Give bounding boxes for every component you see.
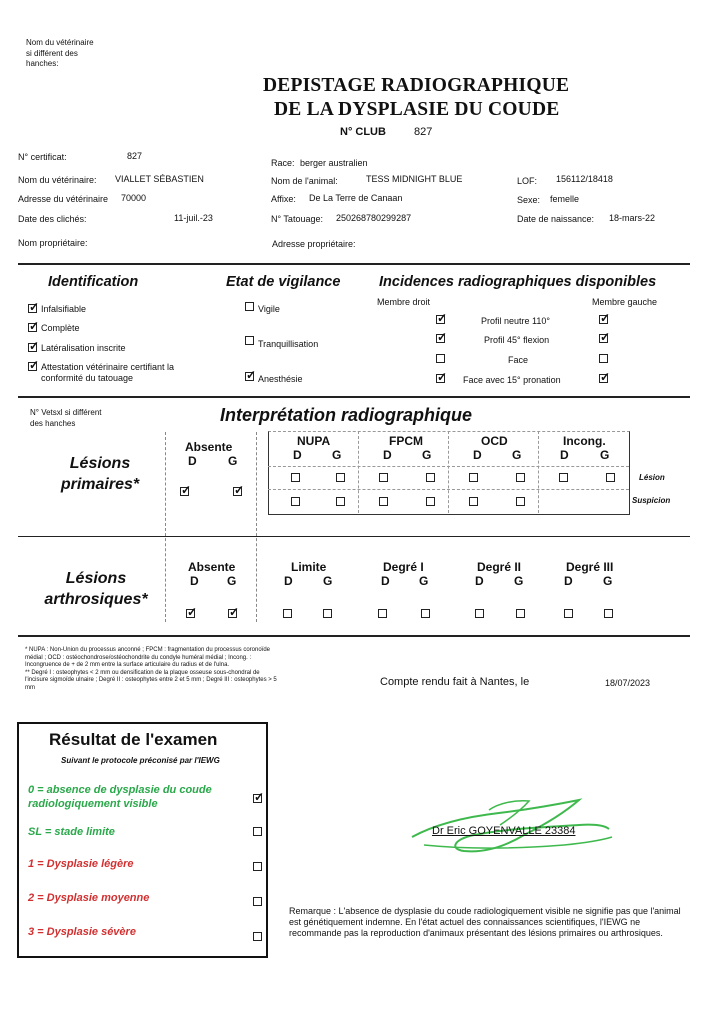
fpcm-g-suspicion-checkbox[interactable] bbox=[426, 497, 435, 506]
incidence-right-checkbox-3[interactable] bbox=[599, 354, 608, 363]
page-title-line1: DEPISTAGE RADIOGRAPHIQUE bbox=[263, 75, 570, 96]
arthro-g: G bbox=[227, 574, 237, 588]
resultat-option-0: 0 = absence de dysplasie du coude radiologiquement visible bbox=[28, 784, 212, 810]
primary-absente-d: D bbox=[188, 454, 197, 468]
date-cliches-label: Date des clichés: bbox=[18, 214, 87, 224]
resultat-checkbox-3[interactable] bbox=[253, 932, 262, 941]
fpcm-d-suspicion-checkbox[interactable] bbox=[379, 497, 388, 506]
race-value: berger australien bbox=[300, 158, 368, 168]
club-value: 827 bbox=[414, 126, 433, 138]
incidences-title: Incidences radiographiques disponibles bbox=[379, 274, 657, 290]
identification-checkbox-4[interactable] bbox=[28, 362, 37, 371]
primary-d: D bbox=[293, 448, 302, 462]
animal-value: TESS MIDNIGHT BLUE bbox=[366, 174, 463, 184]
nupa-d-lesion-checkbox[interactable] bbox=[291, 473, 300, 482]
arthro-degre2-g-checkbox[interactable] bbox=[516, 609, 525, 618]
identification-checkbox-3[interactable] bbox=[28, 343, 37, 352]
primary-col-fpcm: FPCM bbox=[389, 434, 423, 448]
vigilance-title: Etat de vigilance bbox=[226, 274, 341, 290]
arthro-limite-g-checkbox[interactable] bbox=[323, 609, 332, 618]
page-title-line2: DE LA DYSPLASIE DU COUDE bbox=[274, 99, 560, 120]
remarque: Remarque : L'absence de dysplasie du coude radiologiquement visible ne signifie pas que l'animal est génétiquement indemne. En l'état actuel des connaissances scientifiques, l'IEWG ne recommande pas la reproduction d'animaux présentant des lésions primaires ou arthrosiques. bbox=[289, 906, 681, 938]
arthro-d: D bbox=[475, 574, 484, 588]
date-cliches-value: 11-juil.-23 bbox=[174, 213, 213, 223]
absente-dashed-frame bbox=[165, 432, 257, 622]
resultat-option-sl: SL = stade limite bbox=[28, 826, 115, 838]
arthro-g: G bbox=[514, 574, 524, 588]
incidence-left-checkbox-2[interactable] bbox=[436, 334, 445, 343]
sexe-value: femelle bbox=[550, 194, 580, 204]
resultat-title: Résultat de l'examen bbox=[49, 730, 218, 749]
compte-rendu-text: Compte rendu fait à Nantes, le bbox=[380, 676, 530, 688]
incong-g-lesion-checkbox[interactable] bbox=[606, 473, 615, 482]
lesion-row-label: Lésion bbox=[639, 473, 665, 482]
arthro-g: G bbox=[603, 574, 613, 588]
identification-label-2: Complète bbox=[41, 323, 80, 333]
identification-label-1: Infalsifiable bbox=[41, 304, 87, 314]
vigilance-checkbox-tranquillisation[interactable] bbox=[245, 336, 254, 345]
resultat-checkbox-0[interactable] bbox=[253, 794, 262, 803]
naissance-value: 18-mars-22 bbox=[609, 213, 656, 223]
vigilance-checkbox-vigile[interactable] bbox=[245, 302, 254, 311]
primary-g: G bbox=[512, 448, 522, 462]
resultat-checkbox-sl[interactable] bbox=[253, 827, 262, 836]
incidence-right-checkbox-2[interactable] bbox=[599, 334, 608, 343]
incidence-label-4: Face avec 15° pronation bbox=[463, 375, 561, 385]
animal-label: Nom de l'animal: bbox=[271, 176, 338, 186]
incidence-label-1: Profil neutre 110° bbox=[481, 316, 550, 326]
arthro-lesions-label: Lésions arthrosiques* bbox=[44, 570, 148, 608]
interpretation-title: Interprétation radiographique bbox=[220, 405, 473, 425]
nupa-g-lesion-checkbox[interactable] bbox=[336, 473, 345, 482]
vigilance-label-vigile: Vigile bbox=[258, 304, 280, 314]
certificat-value: 827 bbox=[127, 151, 143, 161]
adresse-prop-label: Adresse propriétaire: bbox=[272, 239, 356, 249]
ocd-g-suspicion-checkbox[interactable] bbox=[516, 497, 525, 506]
primary-g: G bbox=[600, 448, 610, 462]
arthro-absente-g-checkbox[interactable] bbox=[228, 609, 237, 618]
primary-d: D bbox=[473, 448, 482, 462]
vigilance-label-tranquillisation: Tranquillisation bbox=[258, 339, 319, 349]
incidence-label-3: Face bbox=[508, 355, 529, 365]
arthro-col-degre1: Degré I bbox=[383, 560, 424, 574]
ocd-d-suspicion-checkbox[interactable] bbox=[469, 497, 478, 506]
arthro-degre3-d-checkbox[interactable] bbox=[564, 609, 573, 618]
primary-table-col-divider bbox=[538, 431, 539, 513]
nupa-g-suspicion-checkbox[interactable] bbox=[336, 497, 345, 506]
lof-value: 156112/18418 bbox=[556, 174, 613, 184]
identification-title: Identification bbox=[48, 274, 139, 290]
primary-col-ocd: OCD bbox=[481, 434, 508, 448]
arthro-degre1-d-checkbox[interactable] bbox=[378, 609, 387, 618]
race-label: Race: bbox=[271, 158, 295, 168]
resultat-subtitle: Suivant le protocole préconisé par l'IEWG bbox=[61, 756, 220, 765]
incidence-left-checkbox-1[interactable] bbox=[436, 315, 445, 324]
arthro-d: D bbox=[564, 574, 573, 588]
vetsxl-note: N° Vetsxl si différent des hanches bbox=[30, 408, 102, 428]
adresse-vet-value: 70000 bbox=[121, 193, 147, 203]
naissance-label: Date de naissance: bbox=[517, 214, 595, 224]
arthro-limite-d-checkbox[interactable] bbox=[283, 609, 292, 618]
affixe-value: De La Terre de Canaan bbox=[309, 193, 403, 203]
primary-col-nupa: NUPA bbox=[297, 434, 331, 448]
vet-label: Nom du vétérinaire: bbox=[18, 175, 97, 185]
arthro-g: G bbox=[323, 574, 333, 588]
primary-d: D bbox=[383, 448, 392, 462]
fpcm-g-lesion-checkbox[interactable] bbox=[426, 473, 435, 482]
arthro-col-degre3: Degré III bbox=[566, 560, 614, 574]
section-divider bbox=[18, 536, 690, 537]
identification-checkbox-2[interactable] bbox=[28, 323, 37, 332]
tatouage-label: N° Tatouage: bbox=[271, 214, 323, 224]
arthro-degre1-g-checkbox[interactable] bbox=[421, 609, 430, 618]
tatouage-value: 250268780299287 bbox=[336, 213, 412, 223]
ocd-d-lesion-checkbox[interactable] bbox=[469, 473, 478, 482]
incong-d-lesion-checkbox[interactable] bbox=[559, 473, 568, 482]
incidence-left-checkbox-4[interactable] bbox=[436, 374, 445, 383]
incidences-left-header: Membre droit bbox=[377, 297, 431, 307]
vigilance-label-anesthesie: Anesthésie bbox=[258, 374, 303, 384]
incidence-right-checkbox-1[interactable] bbox=[599, 315, 608, 324]
divider bbox=[18, 263, 690, 265]
primary-g: G bbox=[422, 448, 432, 462]
divider bbox=[18, 396, 690, 398]
arthro-absente-d-checkbox[interactable] bbox=[186, 609, 195, 618]
arthro-d: D bbox=[381, 574, 390, 588]
primary-lesions-label: Lésions primaires* bbox=[60, 455, 140, 493]
primary-absente-g: G bbox=[228, 454, 238, 468]
arthro-col-absente: Absente bbox=[188, 560, 236, 574]
arthro-col-degre2: Degré II bbox=[477, 560, 522, 574]
lof-label: LOF: bbox=[517, 176, 538, 186]
certificat-label: N° certificat: bbox=[18, 152, 67, 162]
arthro-col-limite: Limite bbox=[291, 560, 327, 574]
primary-d: D bbox=[560, 448, 569, 462]
arthro-d: D bbox=[190, 574, 199, 588]
resultat-option-2: 2 = Dysplasie moyenne bbox=[28, 892, 150, 904]
arthro-g: G bbox=[419, 574, 429, 588]
incidences-right-header: Membre gauche bbox=[592, 297, 658, 307]
primary-col-incong: Incong. bbox=[563, 434, 606, 448]
primary-absente-header: Absente bbox=[185, 440, 233, 454]
resultat-checkbox-2[interactable] bbox=[253, 897, 262, 906]
signature-name: Dr Eric GOYENVALLE 23384 bbox=[432, 825, 576, 837]
affixe-label: Affixe: bbox=[271, 194, 296, 204]
resultat-option-3: 3 = Dysplasie sévère bbox=[28, 926, 136, 938]
proprietaire-label: Nom propriétaire: bbox=[18, 238, 88, 248]
vigilance-checkbox-anesthesie[interactable] bbox=[245, 372, 254, 381]
arthro-degre2-d-checkbox[interactable] bbox=[475, 609, 484, 618]
identification-label-4: Attestation vétérinaire certifiant la conformité du tatouage bbox=[41, 362, 175, 383]
sexe-label: Sexe: bbox=[517, 195, 541, 205]
primary-table-col-divider bbox=[358, 431, 359, 513]
primary-g: G bbox=[332, 448, 342, 462]
identification-checkbox-1[interactable] bbox=[28, 304, 37, 313]
arthro-degre3-g-checkbox[interactable] bbox=[604, 609, 613, 618]
incidence-right-checkbox-4[interactable] bbox=[599, 374, 608, 383]
incidence-label-2: Profil 45° flexion bbox=[484, 335, 550, 345]
resultat-option-1: 1 = Dysplasie légère bbox=[28, 858, 134, 870]
vet-value: VIALLET SÉBASTIEN bbox=[115, 174, 204, 184]
resultat-checkbox-1[interactable] bbox=[253, 862, 262, 871]
divider bbox=[18, 635, 690, 637]
primary-table-col-divider bbox=[448, 431, 449, 513]
primary-absente-d-checkbox[interactable] bbox=[180, 487, 189, 496]
compte-rendu-date: 18/07/2023 bbox=[605, 678, 651, 688]
identification-label-3: Latéralisation inscrite bbox=[41, 343, 126, 353]
adresse-vet-label: Adresse du vétérinaire bbox=[18, 194, 109, 204]
club-label: N° CLUB bbox=[340, 126, 386, 138]
vet-if-different-label: Nom du vétérinaire si différent des hanches: bbox=[26, 38, 94, 68]
fpcm-d-lesion-checkbox[interactable] bbox=[379, 473, 388, 482]
ocd-g-lesion-checkbox[interactable] bbox=[516, 473, 525, 482]
footnote: * NUPA : Non-Union du processus anconné ; FPCM : fragmentation du processus coronoïde médial ; OCD : ostéochondrose/ostéochondrite du condyle huméral médial ; Incong. : Incongruence de + de 2 mm entre la surface articulaire du radius et de l'ulna. ** Degré I : osteophytes < 2 mm ou densification de la plaque osseuse sous-chondral de l'incisure sigmoïde ulnaire ; Degré II : osteophytes entre 2 et 5 mm ; Degré III : osteophytes > 5 mm bbox=[25, 647, 277, 691]
incidence-left-checkbox-3[interactable] bbox=[436, 354, 445, 363]
arthro-d: D bbox=[284, 574, 293, 588]
nupa-d-suspicion-checkbox[interactable] bbox=[291, 497, 300, 506]
primary-absente-g-checkbox[interactable] bbox=[233, 487, 242, 496]
suspicion-row-label: Suspicion bbox=[632, 496, 671, 505]
